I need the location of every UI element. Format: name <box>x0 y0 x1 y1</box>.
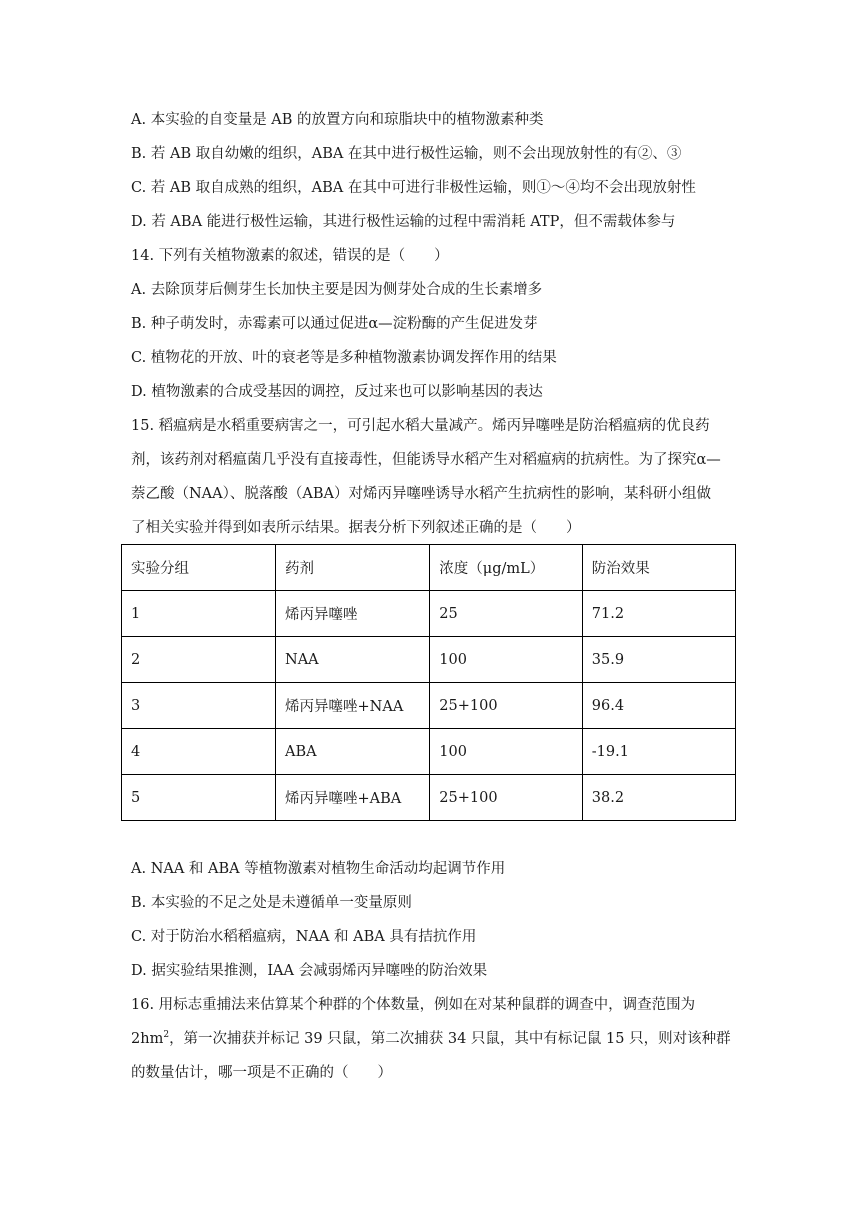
experiment-table <box>121 544 736 821</box>
q15-stem-line-2: 剂，该药剂对稻瘟菌几乎没有直接毒性，但能诱导水稻产生对稻瘟病的抗病性。为了探究α— <box>131 452 721 468</box>
q16-stem-line-3: 的数量估计，哪一项是不正确的（ ） <box>131 1065 392 1081</box>
q15-option-a: A. NAA 和 ABA 等植物激素对植物生命活动均起调节作用 <box>131 861 506 877</box>
table-cell: 38.2 <box>582 775 735 821</box>
q15-option-d: D. 据实验结果推测，IAA 会减弱烯丙异噻唑的防治效果 <box>131 963 488 979</box>
q14-stem: 14. 下列有关植物激素的叙述，错误的是（ ） <box>131 248 449 264</box>
table-cell: 1 <box>122 591 276 637</box>
q16-stem-line-1: 16. 用标志重捕法来估算某个种群的个体数量，例如在对某种鼠群的调查中，调查范围为 <box>131 997 696 1013</box>
q14-option-d: D. 植物激素的合成受基因的调控，反过来也可以影响基因的表达 <box>131 384 543 400</box>
header-concentration: 浓度（μg/mL） <box>430 545 583 591</box>
table-row <box>122 637 736 683</box>
table-cell: 烯丙异噻唑 <box>276 591 430 637</box>
q15-option-c: C. 对于防治水稻稻瘟病，NAA 和 ABA 具有拮抗作用 <box>131 929 477 945</box>
table-row <box>122 729 736 775</box>
table-cell: 25 <box>430 591 583 637</box>
q16-stem-line-2 <box>131 1029 731 1049</box>
q14-option-c: C. 植物花的开放、叶的衰老等是多种植物激素协调发挥作用的结果 <box>131 350 557 366</box>
q13-option-d: D. 若 ABA 能进行极性运输，其进行极性运输的过程中需消耗 ATP，但不需载体参与 <box>131 214 676 230</box>
table-cell: -19.1 <box>582 729 735 775</box>
table-cell: NAA <box>276 637 430 683</box>
table-header-row <box>122 545 736 591</box>
table-cell: 71.2 <box>582 591 735 637</box>
area-unit-exponent: 2 <box>163 1030 170 1041</box>
q13-option-c: C. 若 AB 取自成熟的组织，ABA 在其中可进行非极性运输，则①～④均不会出现放射性 <box>131 180 696 196</box>
table-row <box>122 591 736 637</box>
table-cell: 4 <box>122 729 276 775</box>
table-cell: 100 <box>430 637 583 683</box>
table-cell: 3 <box>122 683 276 729</box>
header-effect: 防治效果 <box>582 545 735 591</box>
table-cell: 35.9 <box>582 637 735 683</box>
table-cell: 烯丙异噻唑+NAA <box>276 683 430 729</box>
table-cell: 96.4 <box>582 683 735 729</box>
area-value: 2hm <box>131 1031 164 1047</box>
table-cell: 25+100 <box>430 775 583 821</box>
table-cell: 5 <box>122 775 276 821</box>
header-group: 实验分组 <box>122 545 276 591</box>
table-cell: 100 <box>430 729 583 775</box>
q13-option-a: A. 本实验的自变量是 AB 的放置方向和琼脂块中的植物激素种类 <box>131 112 544 128</box>
q14-option-a: A. 去除顶芽后侧芽生长加快主要是因为侧芽处合成的生长素增多 <box>131 282 543 298</box>
q16-stem-line-2-rest: ，第一次捕获并标记 39 只鼠，第二次捕获 34 只鼠，其中有标记鼠 15 只，则对该种群 <box>169 1031 731 1047</box>
q15-stem-line-4: 了相关实验并得到如表所示结果。据表分析下列叙述正确的是（ ） <box>131 520 581 536</box>
q15-option-b: B. 本实验的不足之处是未遵循单一变量原则 <box>131 895 412 911</box>
table-row <box>122 775 736 821</box>
table-cell: ABA <box>276 729 430 775</box>
q14-option-b: B. 种子萌发时，赤霉素可以通过促进α—淀粉酶的产生促进发芽 <box>131 316 538 332</box>
q13-option-b: B. 若 AB 取自幼嫩的组织，ABA 在其中进行极性运输，则不会出现放射性的有②、③ <box>131 146 682 162</box>
table-cell: 25+100 <box>430 683 583 729</box>
table-cell: 2 <box>122 637 276 683</box>
q15-stem-line-3: 萘乙酸（NAA）、脱落酸（ABA）对烯丙异噻唑诱导水稻产生抗病性的影响，某科研小组做 <box>131 486 711 502</box>
table-cell: 烯丙异噻唑+ABA <box>276 775 430 821</box>
table-row <box>122 683 736 729</box>
header-agent: 药剂 <box>276 545 430 591</box>
q15-stem-line-1: 15. 稻瘟病是水稻重要病害之一，可引起水稻大量减产。烯丙异噻唑是防治稻瘟病的优良药 <box>131 418 710 434</box>
